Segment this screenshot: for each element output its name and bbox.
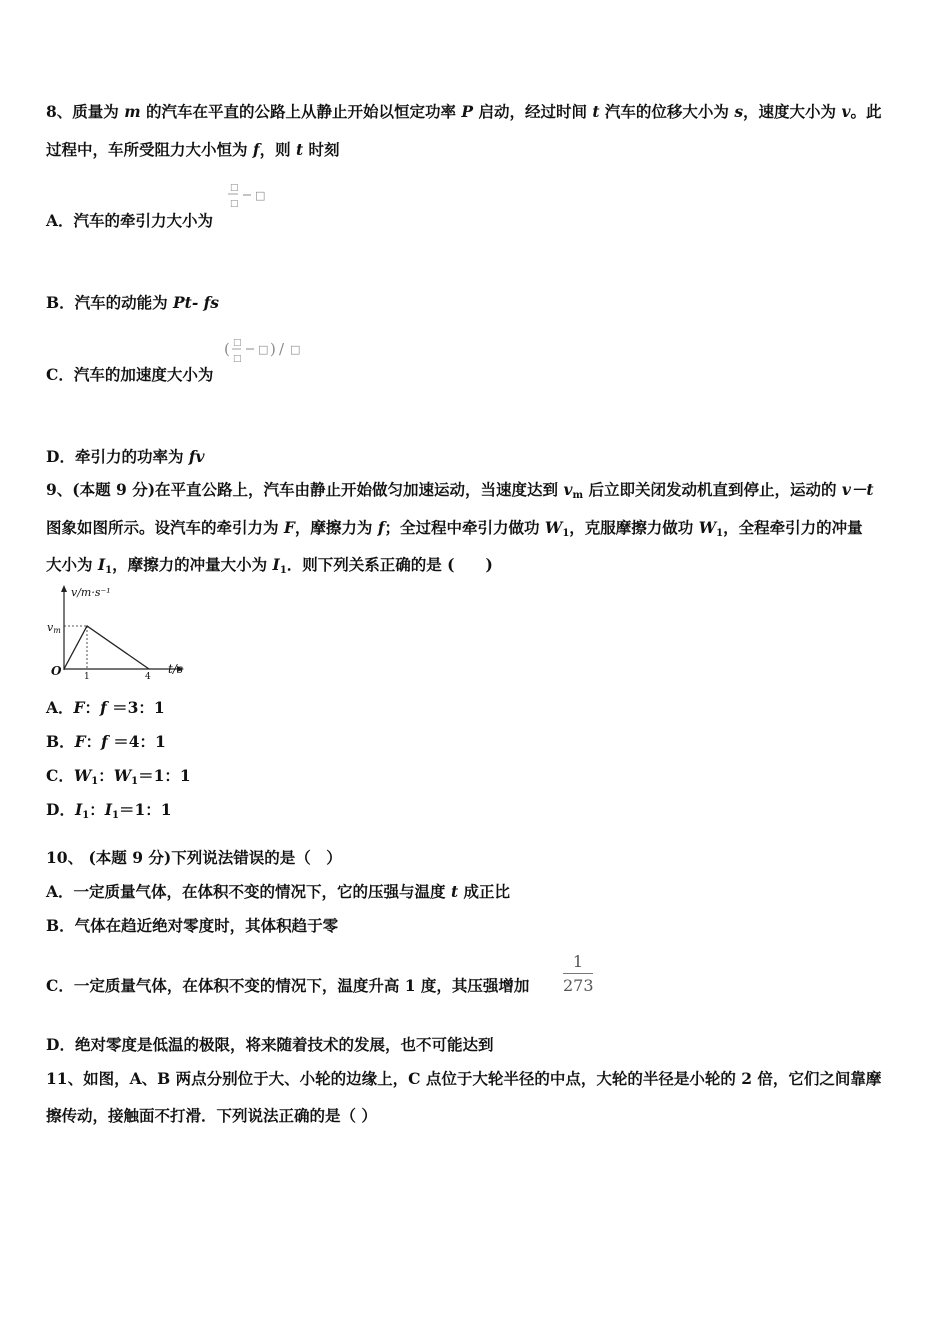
q8-option-b: B．汽车的动能为 Pt- fs <box>46 293 220 312</box>
q8-stem-line1: 8、质量为 m 的汽车在平直的公路上从静止开始以恒定功率 P 启动，经过时间 t 汽车的位移大小为 s，速度大小为 v。此 <box>46 102 882 121</box>
q10-option-b: B．气体在趋近绝对零度时，其体积趋于零 <box>46 916 339 935</box>
q8-optA-formula <box>226 180 270 214</box>
svg-text:): ) <box>270 340 276 358</box>
q8-stem-line2: 过程中，车所受阻力大小恒为 f，则 t 时刻 <box>46 140 340 159</box>
svg-text:□: □ <box>233 354 242 364</box>
svg-text:/: / <box>279 340 285 358</box>
vt-graph <box>44 582 194 682</box>
svg-text:(: ( <box>224 340 230 358</box>
q11-stem-line2: 擦传动，接触面不打滑．下列说法正确的是（ ） <box>46 1106 377 1125</box>
vt-curve <box>64 626 149 669</box>
q9-stem-line1: 9、(本题 9 分)在平直公路上，汽车由静止开始做匀加速运动，当速度达到 $v_m$ 后立即关闭发动机直到停止，运动的 v－t <box>46 480 874 501</box>
q8-option-c: C．汽车的加速度大小为 <box>46 365 214 384</box>
q10-fraction <box>563 952 593 995</box>
q9-option-c: C．$W_1$：$W_1=1$：1 <box>46 766 191 787</box>
svg-text:□: □ <box>290 343 301 356</box>
svg-text:□: □ <box>230 199 239 209</box>
vt-tick-4: 4 <box>145 672 151 682</box>
vt-y-arrow <box>61 585 67 592</box>
q8-option-a: A．汽车的牵引力大小为 <box>46 211 214 230</box>
q9-option-d: D．$I_1$：$I_1=1$：1 <box>46 800 172 821</box>
q10-fraction-den: 273 <box>563 976 594 995</box>
q10-option-c: C．一定质量气体，在体积不变的情况下，温度升高 1 度，其压强增加 <box>46 976 530 995</box>
q9-stem-line3: 大小为 $I_1$，摩擦力的冲量大小为 $I_1$．则下列关系正确的是 ( ) <box>46 555 493 576</box>
vt-tick-1: 1 <box>84 672 90 682</box>
q8-option-d: D．牵引力的功率为 fv <box>46 447 205 466</box>
q10-stem: 10、 (本题 9 分)下列说法错误的是（ ） <box>46 848 342 867</box>
q10-option-a: A．一定质量气体，在体积不变的情况下，它的压强与温度 t 成正比 <box>46 882 511 901</box>
q10-option-d: D．绝对零度是低温的极限，将来随着技术的发展，也不可能达到 <box>46 1035 494 1054</box>
q9-option-a: A．F：f ＝3：1 <box>46 698 165 717</box>
vt-ylabel: v/m·s⁻¹ <box>71 586 111 599</box>
svg-text:□: □ <box>258 343 269 356</box>
svg-text:□: □ <box>230 183 239 193</box>
svg-text:□: □ <box>255 189 266 202</box>
vt-origin-label: O <box>51 664 62 678</box>
q11-stem-line1: 11、如图，A、B 两点分别位于大、小轮的边缘上，C 点位于大轮半径的中点，大轮的半径是小轮的 2 倍，它们之间靠摩 <box>46 1069 882 1088</box>
q9-option-b: B．F：f ＝4：1 <box>46 732 166 751</box>
q10-fraction-num: 1 <box>572 952 584 971</box>
vt-vm-label: vm <box>47 621 61 635</box>
q8-optC-formula <box>224 335 308 369</box>
q9-stem-line2: 图象如图所示。设汽车的牵引力为 F，摩擦力为 f；全过程中牵引力做功 $W_1$，克服摩擦力做功 $W_1$，全程牵引力的冲量 <box>46 518 863 539</box>
vt-xlabel: t/s <box>168 662 184 676</box>
svg-text:□: □ <box>233 338 242 348</box>
